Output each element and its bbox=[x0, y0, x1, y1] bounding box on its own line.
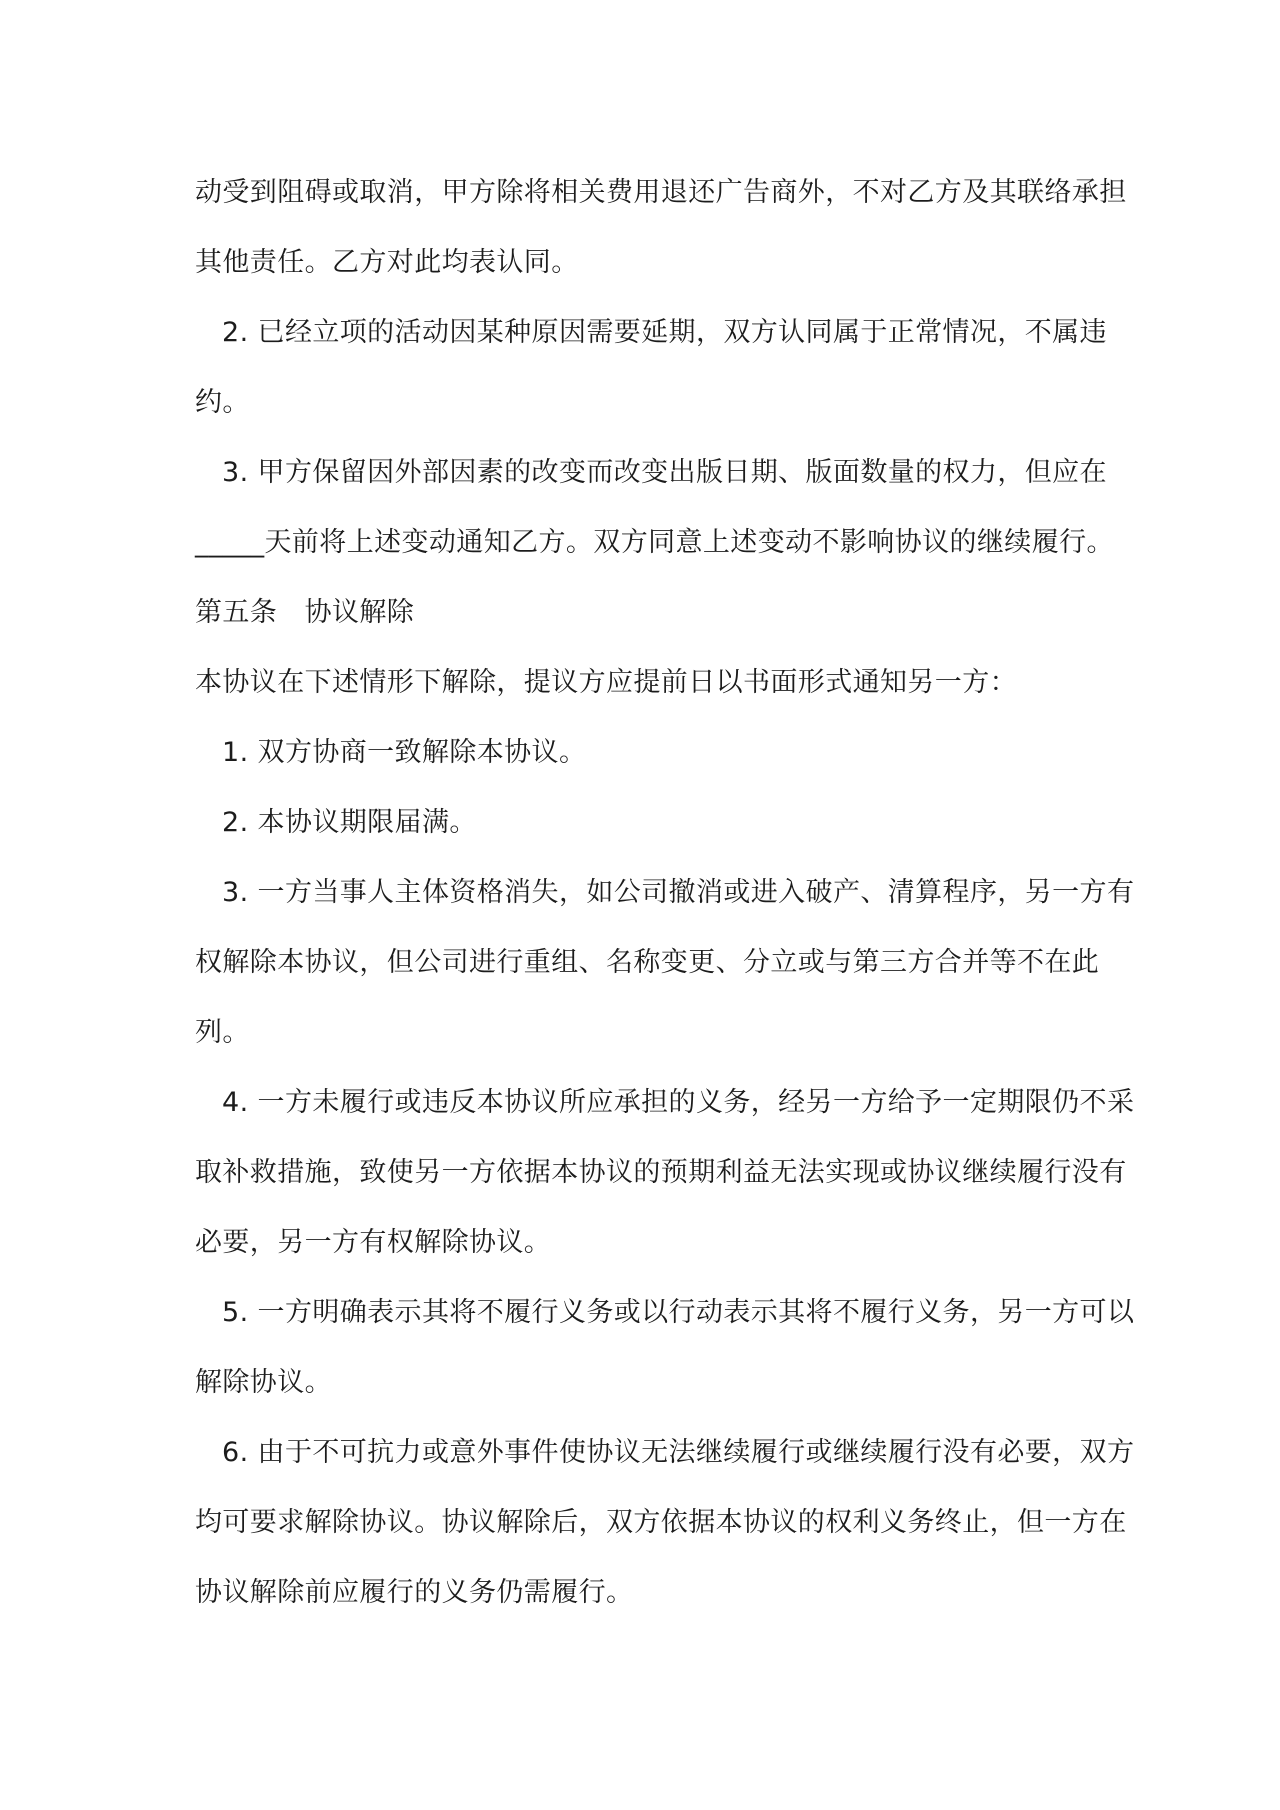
text-line: _____天前将上述变动通知乙方。双方同意上述变动不影响协议的继续履行。 bbox=[195, 527, 1114, 558]
text-line: 权解除本协议，但公司进行重组、名称变更、分立或与第三方合并等不在此 bbox=[195, 947, 1100, 978]
text-line: 本协议在下述情形下解除，提议方应提前日以书面形式通知另一方： bbox=[195, 667, 1017, 698]
list-item-line: 2. 已经立项的活动因某种原因需要延期，双方认同属于正常情况，不属违 bbox=[222, 317, 1107, 348]
text-line: 均可要求解除协议。协议解除后，双方依据本协议的权利义务终止，但一方在 bbox=[195, 1507, 1127, 1538]
list-item-line: 3. 一方当事人主体资格消失，如公司撤消或进入破产、清算程序，另一方有 bbox=[222, 877, 1135, 908]
list-item-line: 4. 一方未履行或违反本协议所应承担的义务，经另一方给予一定期限仍不采 bbox=[222, 1087, 1135, 1118]
text-line: 约。 bbox=[195, 387, 250, 418]
text-line: 动受到阻碍或取消，甲方除将相关费用退还广告商外，不对乙方及其联络承担 bbox=[195, 177, 1127, 208]
list-item-line: 6. 由于不可抗力或意外事件使协议无法继续履行或继续履行没有必要，双方 bbox=[222, 1437, 1135, 1468]
text-line: 取补救措施，致使另一方依据本协议的预期利益无法实现或协议继续履行没有 bbox=[195, 1157, 1127, 1188]
list-item-line: 5. 一方明确表示其将不履行义务或以行动表示其将不履行义务，另一方可以 bbox=[222, 1297, 1135, 1328]
list-item-line: 2. 本协议期限届满。 bbox=[222, 807, 477, 838]
text-line: 协议解除前应履行的义务仍需履行。 bbox=[195, 1577, 634, 1608]
list-item-line: 3. 甲方保留因外部因素的改变而改变出版日期、版面数量的权力，但应在 bbox=[222, 457, 1107, 488]
text-line: 列。 bbox=[195, 1017, 250, 1048]
text-line: 其他责任。乙方对此均表认同。 bbox=[195, 247, 579, 278]
text-line: 解除协议。 bbox=[195, 1367, 332, 1398]
section-heading: 第五条 协议解除 bbox=[195, 597, 415, 628]
list-item-line: 1. 双方协商一致解除本协议。 bbox=[222, 737, 587, 768]
text-line: 必要，另一方有权解除协议。 bbox=[195, 1227, 552, 1258]
